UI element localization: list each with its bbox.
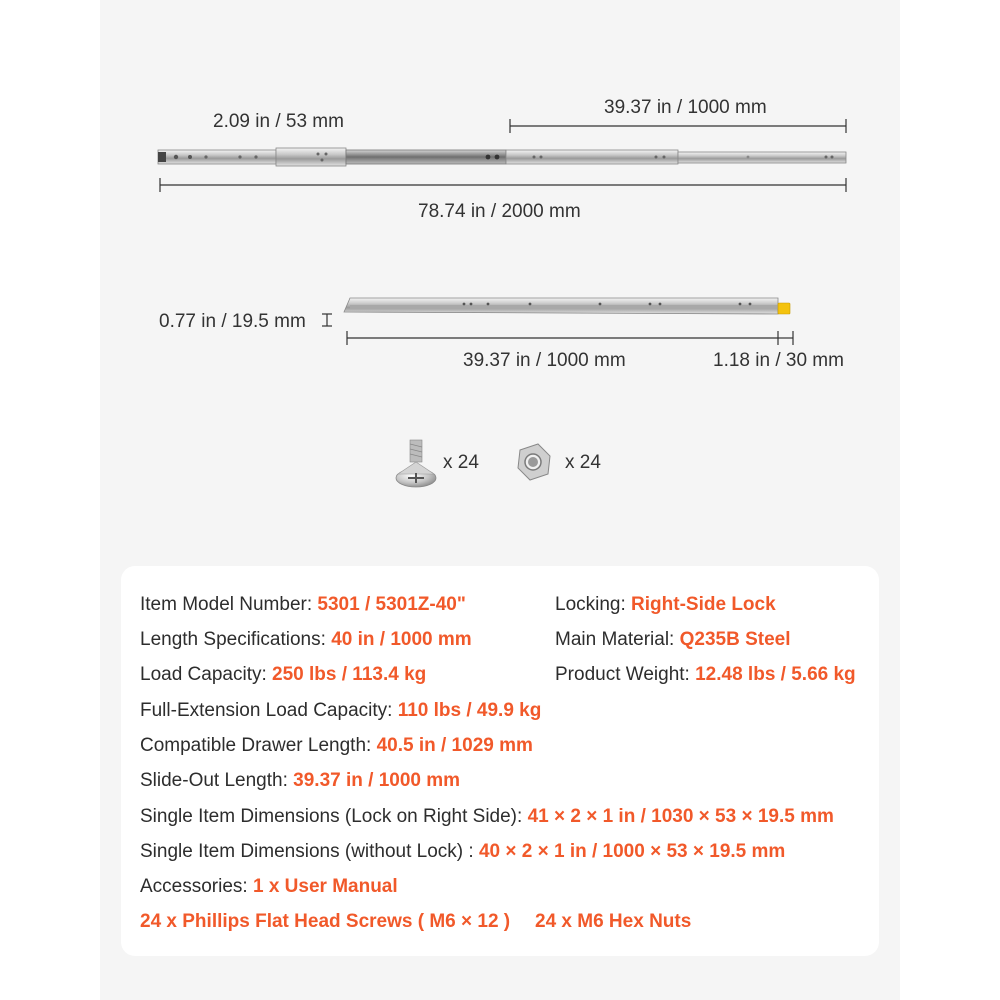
spec-label: Length Specifications: xyxy=(140,629,332,650)
spec-model xyxy=(140,595,466,614)
spec-label: Item Model Number: xyxy=(140,594,318,615)
hex-nut-icon xyxy=(518,444,550,480)
spec-value: 5301 / 5301Z-40" xyxy=(317,594,466,615)
spec-value: 110 lbs / 49.9 kg xyxy=(397,700,542,721)
spec-dimensions-without-lock xyxy=(140,842,785,861)
spec-label: Compatible Drawer Length: xyxy=(140,735,377,756)
spec-screws xyxy=(140,912,510,931)
dim-total-length-label: 78.74 in / 2000 mm xyxy=(418,201,581,222)
spec-label: Full-Extension Load Capacity: xyxy=(140,700,398,721)
spec-card xyxy=(121,566,879,956)
spec-label: Single Item Dimensions (Lock on Right Side): xyxy=(140,806,528,827)
spec-value: 24 x Phillips Flat Head Screws ( M6 × 12 ) xyxy=(140,911,511,932)
spec-value: 40 in / 1000 mm xyxy=(331,629,472,650)
spec-value: 1 x User Manual xyxy=(252,876,398,897)
spec-label: Single Item Dimensions (without Lock) : xyxy=(140,841,479,862)
spec-value: 12.48 lbs / 5.66 kg xyxy=(695,664,856,685)
spec-nuts xyxy=(535,912,691,931)
spec-label: Locking: xyxy=(555,594,632,615)
dim-extension-label: 2.09 in / 53 mm xyxy=(213,111,344,132)
spec-value: 41 × 2 × 1 in / 1030 × 53 × 19.5 mm xyxy=(527,806,834,827)
nut-quantity: x 24 xyxy=(565,452,601,473)
spec-dimensions-with-lock xyxy=(140,807,834,826)
spec-label: Product Weight: xyxy=(555,664,696,685)
spec-slide-out-length xyxy=(140,771,460,790)
spec-weight xyxy=(555,665,856,684)
extended-slide-top-view xyxy=(158,148,846,166)
side-dimension-lines xyxy=(322,314,793,345)
spec-label: Load Capacity: xyxy=(140,664,273,685)
spec-load-capacity xyxy=(140,665,426,684)
dim-height-label: 0.77 in / 19.5 mm xyxy=(159,311,306,332)
spec-full-extension-load xyxy=(140,701,541,720)
spec-value: 250 lbs / 113.4 kg xyxy=(272,664,427,685)
spec-value: Right-Side Lock xyxy=(631,594,776,615)
flat-head-screw-icon xyxy=(396,440,436,487)
spec-value: Q235B Steel xyxy=(679,629,791,650)
dim-travel-label: 39.37 in / 1000 mm xyxy=(604,97,767,118)
spec-label: Slide-Out Length: xyxy=(140,770,294,791)
screw-quantity: x 24 xyxy=(443,452,479,473)
spec-value: 39.37 in / 1000 mm xyxy=(293,770,461,791)
spec-label: Accessories: xyxy=(140,876,253,897)
spec-value: 40.5 in / 1029 mm xyxy=(376,735,533,756)
dim-side-length-label: 39.37 in / 1000 mm xyxy=(463,350,626,371)
spec-value: 40 × 2 × 1 in / 1000 × 53 × 19.5 mm xyxy=(478,841,786,862)
closed-slide-side-view xyxy=(344,298,790,314)
spec-material xyxy=(555,630,791,649)
spec-accessories xyxy=(140,877,398,896)
dim-lock-length-label: 1.18 in / 30 mm xyxy=(713,350,844,371)
spec-length xyxy=(140,630,472,649)
spec-drawer-length xyxy=(140,736,533,755)
spec-value: 24 x M6 Hex Nuts xyxy=(535,911,692,932)
spec-label: Main Material: xyxy=(555,629,680,650)
spec-locking xyxy=(555,595,776,614)
